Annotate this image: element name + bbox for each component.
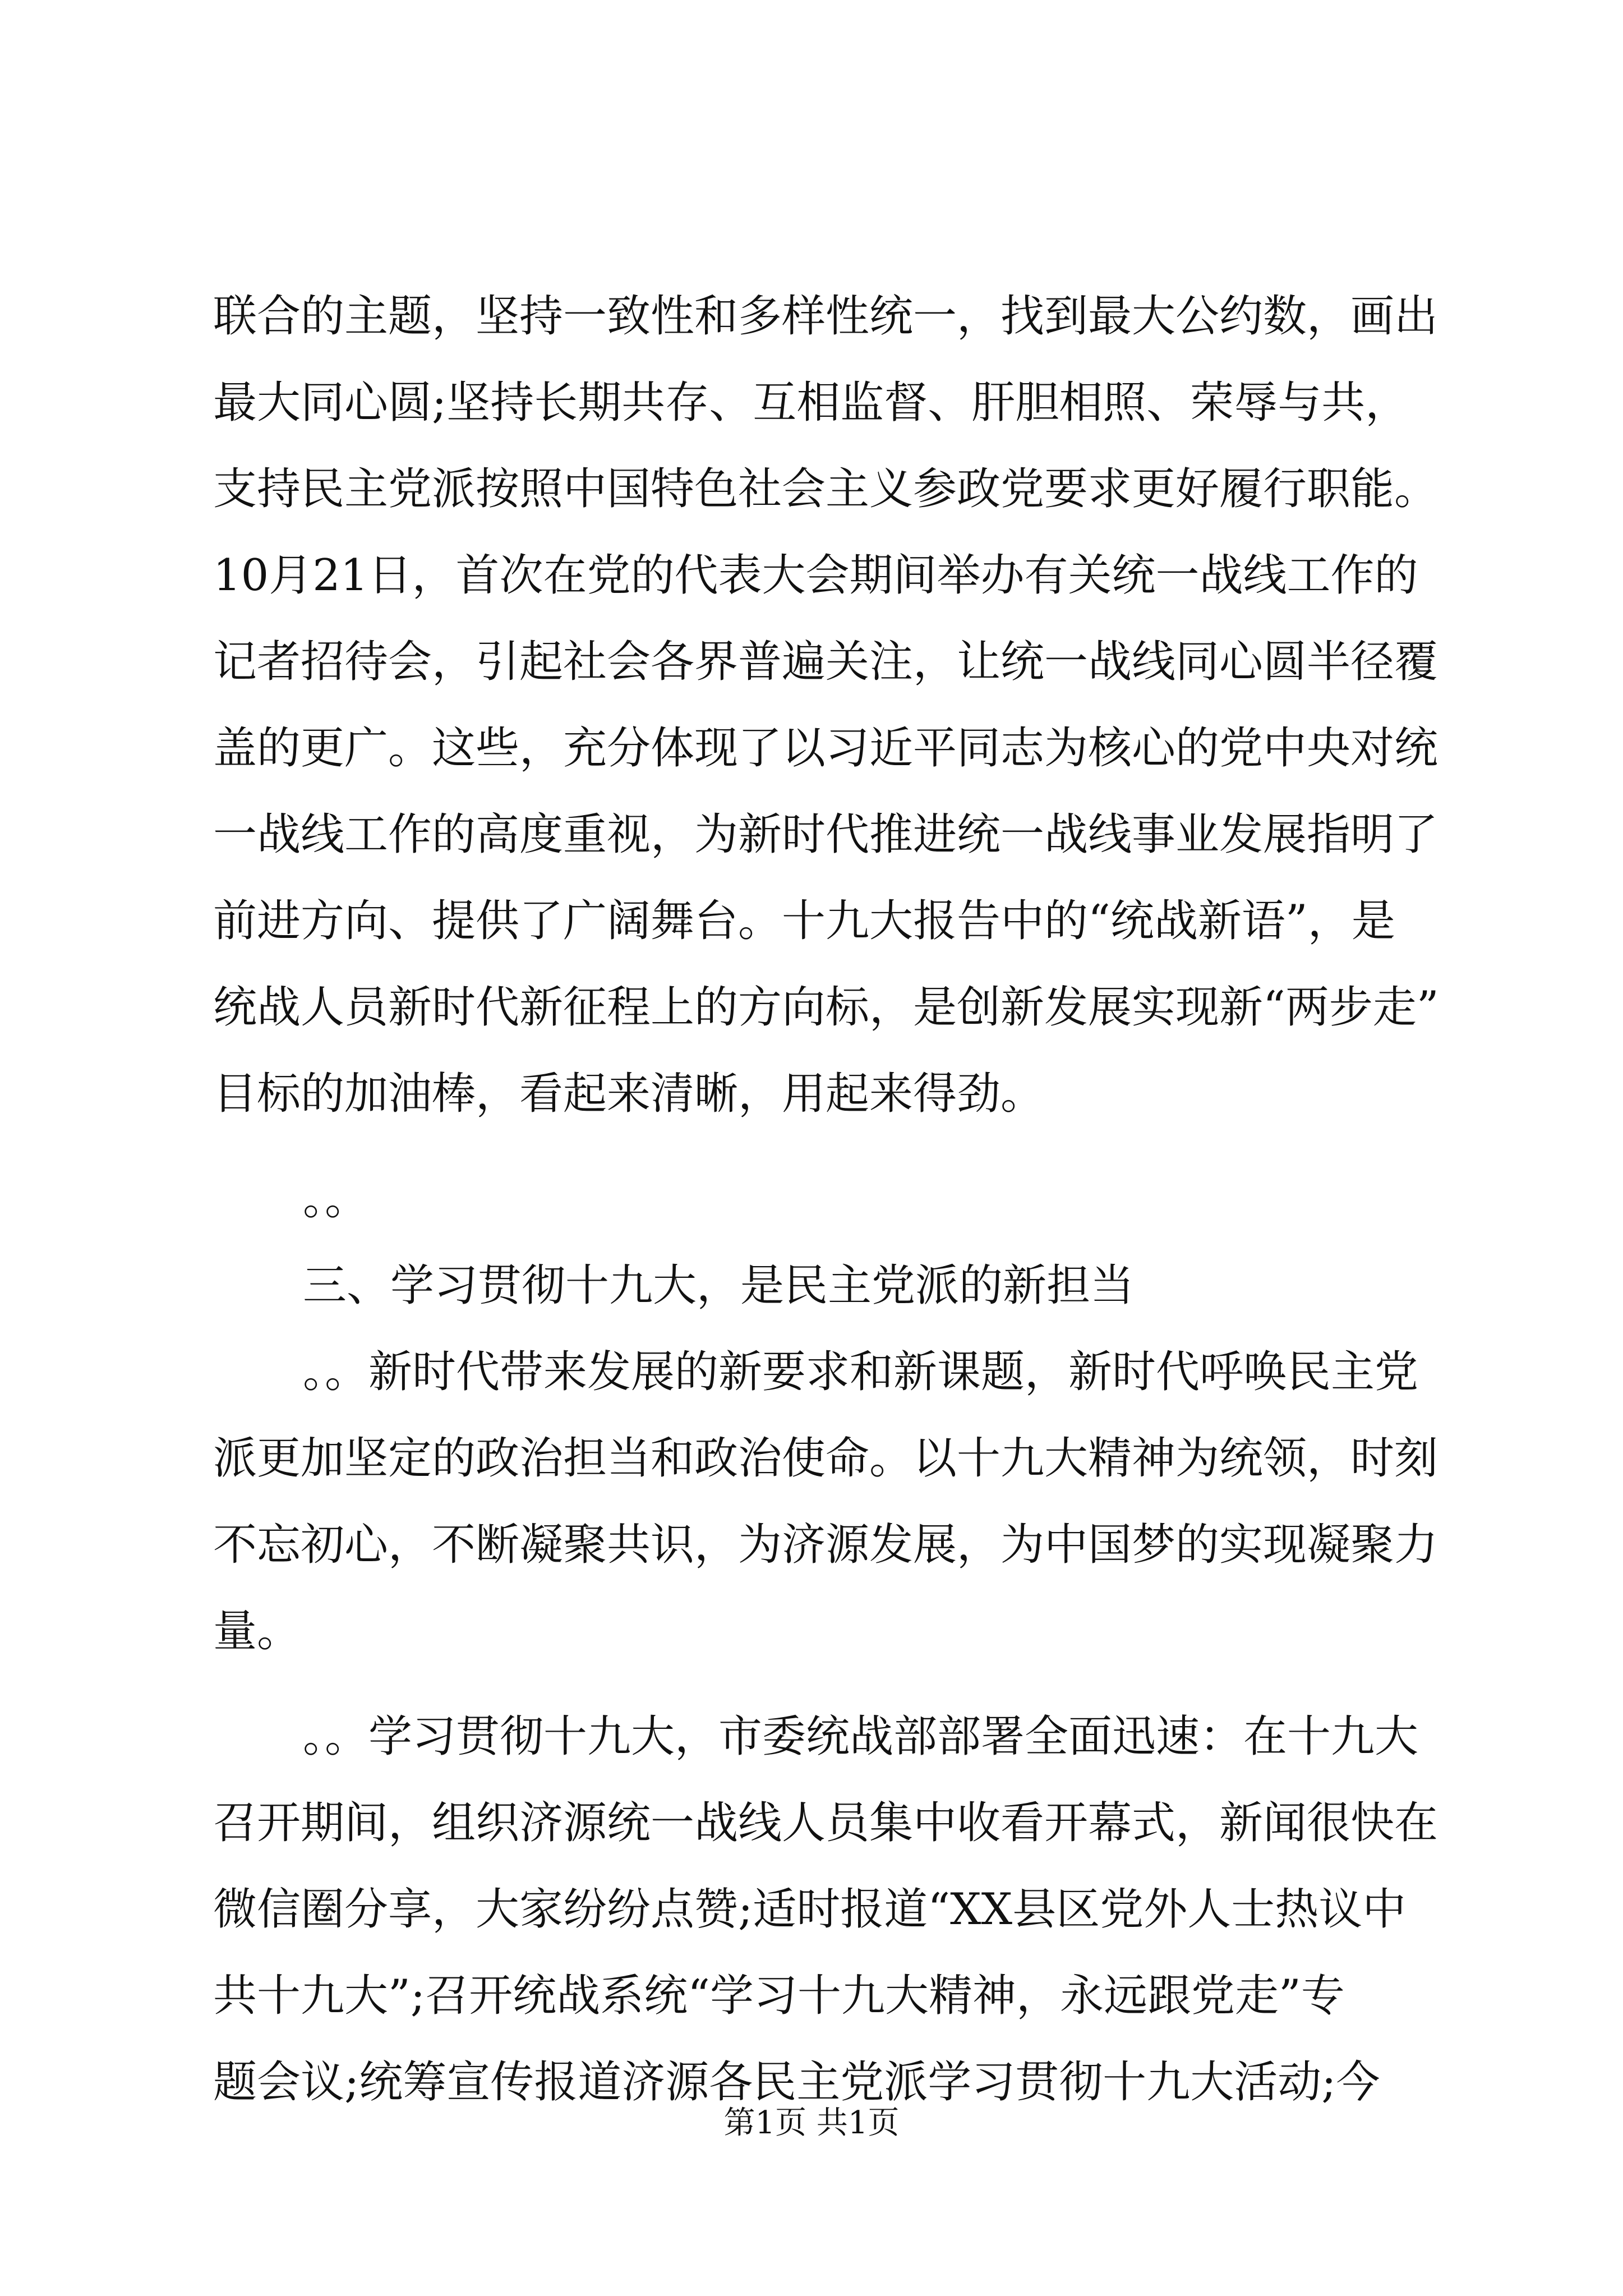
text-line: 不忘初心，不断凝聚共识，为济源发展，为中国梦的实现凝聚力	[213, 1520, 1438, 1570]
section-heading: 三、学习贯彻十九大，是民主党派的新担当	[303, 1260, 1135, 1311]
document-body	[213, 291, 1439, 2108]
text-line: 微信圈分享，大家纷纷点赞;适时报道“XX县区党外人士热议中	[213, 1884, 1407, 1935]
text-line: 记者招待会，引起社会各界普遍关注，让统一战线同心圆半径覆	[213, 637, 1438, 687]
text-line: 一战线工作的高度重视，为新时代推进统一战线事业发展指明了	[213, 809, 1438, 860]
text-line: 目标的加油棒，看起来清晰，用起来得劲。	[213, 1069, 1045, 1119]
page-footer	[0, 2104, 1623, 2143]
text-line: 。。	[303, 1174, 369, 1225]
paragraph-first-line: 。。学习贯彻十九大，市委统战部部署全面迅速：在十九大	[303, 1711, 1419, 1762]
text-line: 派更加坚定的政治担当和政治使命。以十九大精神为统领，时刻	[213, 1433, 1438, 1484]
text-line: 前进方向、提供了广阔舞台。十九大报告中的“统战新语”，是	[213, 896, 1395, 946]
text-line: 最大同心圆;坚持长期共存、互相监督、肝胆相照、荣辱与共，	[213, 378, 1409, 428]
text-line: 召开期间，组织济源统一战线人员集中收看开幕式，新闻很快在	[213, 1798, 1438, 1848]
text-line: 盖的更广。这些，充分体现了以习近平同志为核心的党中央对统	[213, 723, 1438, 774]
text-line: 联合的主题，坚持一致性和多样性统一，找到最大公约数，画出	[213, 291, 1438, 342]
paragraph-first-line: 。。新时代带来发展的新要求和新课题，新时代呼唤民主党	[303, 1347, 1419, 1397]
text-line: 量。	[213, 1606, 301, 1657]
text-line: 支持民主党派按照中国特色社会主义参政党要求更好履行职能。	[213, 464, 1438, 514]
text-line: 题会议;统筹宣传报道济源各民主党派学习贯彻十九大活动;今	[213, 2057, 1380, 2108]
text-line: 统战人员新时代新征程上的方向标，是创新发展实现新“两步走”	[213, 982, 1439, 1033]
page-number-label: 第1页 共1页	[723, 2105, 900, 2141]
text-line: 共十九大”;召开统战系统“学习十九大精神，永远跟党走”专	[213, 1971, 1345, 2021]
text-line: 10月21日，首次在党的代表大会期间举办有关统一战线工作的	[213, 550, 1418, 601]
